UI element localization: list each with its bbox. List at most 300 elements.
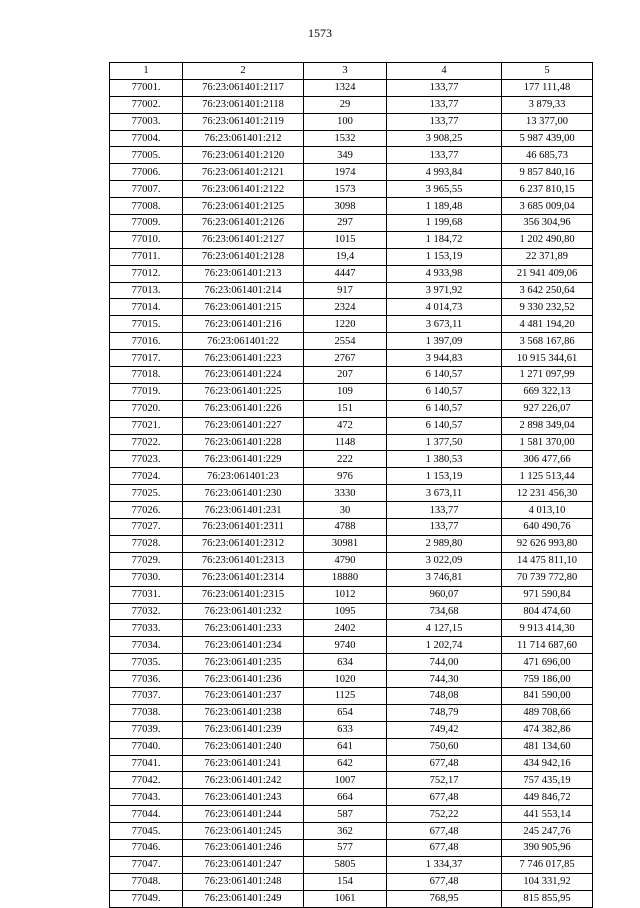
area-cell: 664: [304, 789, 387, 806]
column-header: 2: [183, 63, 304, 80]
area-cell: 19,4: [304, 248, 387, 265]
table-row: [110, 282, 593, 299]
rate-cell: 749,42: [387, 721, 502, 738]
value-cell: 6 237 810,15: [502, 181, 593, 198]
row-number-cell: 77041.: [110, 755, 183, 772]
row-number-cell: 77019.: [110, 383, 183, 400]
rate-cell: 677,48: [387, 789, 502, 806]
value-cell: 21 941 409,06: [502, 265, 593, 282]
table-row: [110, 400, 593, 417]
table-row: [110, 417, 593, 434]
row-number-cell: 77017.: [110, 350, 183, 367]
rate-cell: 734,68: [387, 603, 502, 620]
value-cell: 804 474,60: [502, 603, 593, 620]
cadastral-number-cell: 76:23:061401:2311: [183, 519, 304, 536]
table-row: [110, 130, 593, 147]
rate-cell: 1 189,48: [387, 198, 502, 215]
area-cell: 976: [304, 468, 387, 485]
value-cell: 9 330 232,52: [502, 299, 593, 316]
area-cell: 634: [304, 654, 387, 671]
value-cell: 640 490,76: [502, 519, 593, 536]
table-row: [110, 806, 593, 823]
table-row: [110, 113, 593, 130]
cadastral-number-cell: 76:23:061401:224: [183, 367, 304, 384]
row-number-cell: 77044.: [110, 806, 183, 823]
cadastral-number-cell: 76:23:061401:2120: [183, 147, 304, 164]
value-cell: 1 271 097,99: [502, 367, 593, 384]
row-number-cell: 77012.: [110, 265, 183, 282]
cadastral-number-cell: 76:23:061401:2313: [183, 552, 304, 569]
area-cell: 29: [304, 96, 387, 113]
rate-cell: 3 971,92: [387, 282, 502, 299]
table-row: [110, 434, 593, 451]
value-cell: 10 915 344,61: [502, 350, 593, 367]
rate-cell: 4 014,73: [387, 299, 502, 316]
row-number-cell: 77014.: [110, 299, 183, 316]
table-row: [110, 738, 593, 755]
area-cell: 1015: [304, 231, 387, 248]
cadastral-number-cell: 76:23:061401:245: [183, 823, 304, 840]
cadastral-number-cell: 76:23:061401:244: [183, 806, 304, 823]
table-row: [110, 485, 593, 502]
cadastral-number-cell: 76:23:061401:233: [183, 620, 304, 637]
row-number-cell: 77032.: [110, 603, 183, 620]
cadastral-number-cell: 76:23:061401:237: [183, 687, 304, 704]
rate-cell: 677,48: [387, 873, 502, 890]
cadastral-number-cell: 76:23:061401:232: [183, 603, 304, 620]
cadastral-number-cell: 76:23:061401:247: [183, 856, 304, 873]
value-cell: 434 942,16: [502, 755, 593, 772]
area-cell: 3098: [304, 198, 387, 215]
row-number-cell: 77027.: [110, 519, 183, 536]
table-row: [110, 569, 593, 586]
row-number-cell: 77031.: [110, 586, 183, 603]
area-cell: 1974: [304, 164, 387, 181]
table-row: [110, 671, 593, 688]
rate-cell: 3 908,25: [387, 130, 502, 147]
rate-cell: 133,77: [387, 113, 502, 130]
table-row: [110, 687, 593, 704]
rate-cell: 744,00: [387, 654, 502, 671]
value-cell: 471 696,00: [502, 654, 593, 671]
rate-cell: 1 153,19: [387, 468, 502, 485]
area-cell: 1324: [304, 79, 387, 96]
table-row: [110, 519, 593, 536]
cadastral-number-cell: 76:23:061401:2127: [183, 231, 304, 248]
cadastral-number-cell: 76:23:061401:248: [183, 873, 304, 890]
row-number-cell: 77008.: [110, 198, 183, 215]
area-cell: 349: [304, 147, 387, 164]
rate-cell: 3 673,11: [387, 485, 502, 502]
area-cell: 587: [304, 806, 387, 823]
row-number-cell: 77024.: [110, 468, 183, 485]
area-cell: 18880: [304, 569, 387, 586]
row-number-cell: 77006.: [110, 164, 183, 181]
table-row: [110, 333, 593, 350]
row-number-cell: 77015.: [110, 316, 183, 333]
cadastral-number-cell: 76:23:061401:2119: [183, 113, 304, 130]
row-number-cell: 77020.: [110, 400, 183, 417]
row-number-cell: 77037.: [110, 687, 183, 704]
table-row: [110, 772, 593, 789]
cadastral-number-cell: 76:23:061401:2125: [183, 198, 304, 215]
value-cell: 927 226,07: [502, 400, 593, 417]
table-row: [110, 147, 593, 164]
value-cell: 441 553,14: [502, 806, 593, 823]
cadastral-number-cell: 76:23:061401:214: [183, 282, 304, 299]
area-cell: 1095: [304, 603, 387, 620]
row-number-cell: 77028.: [110, 535, 183, 552]
area-cell: 1148: [304, 434, 387, 451]
area-cell: 472: [304, 417, 387, 434]
area-cell: 222: [304, 451, 387, 468]
cadastral-number-cell: 76:23:061401:226: [183, 400, 304, 417]
value-cell: 92 626 993,80: [502, 535, 593, 552]
column-header: 3: [304, 63, 387, 80]
rate-cell: 748,08: [387, 687, 502, 704]
table-row: [110, 890, 593, 907]
rate-cell: 133,77: [387, 147, 502, 164]
value-cell: 11 714 687,60: [502, 637, 593, 654]
value-cell: 9 857 840,16: [502, 164, 593, 181]
table-row: [110, 350, 593, 367]
rate-cell: 133,77: [387, 79, 502, 96]
value-cell: 14 475 811,10: [502, 552, 593, 569]
rate-cell: 1 397,09: [387, 333, 502, 350]
row-number-cell: 77035.: [110, 654, 183, 671]
value-cell: 13 377,00: [502, 113, 593, 130]
rate-cell: 677,48: [387, 839, 502, 856]
table-row: [110, 96, 593, 113]
cadastral-number-cell: 76:23:061401:234: [183, 637, 304, 654]
table-row: [110, 231, 593, 248]
value-cell: 3 568 167,86: [502, 333, 593, 350]
cadastral-number-cell: 76:23:061401:241: [183, 755, 304, 772]
area-cell: 207: [304, 367, 387, 384]
value-cell: 390 905,96: [502, 839, 593, 856]
cadastral-number-cell: 76:23:061401:212: [183, 130, 304, 147]
row-number-cell: 77007.: [110, 181, 183, 198]
rate-cell: 677,48: [387, 823, 502, 840]
area-cell: 4447: [304, 265, 387, 282]
row-number-cell: 77029.: [110, 552, 183, 569]
row-number-cell: 77001.: [110, 79, 183, 96]
rate-cell: 6 140,57: [387, 417, 502, 434]
rate-cell: 3 965,55: [387, 181, 502, 198]
rate-cell: 1 153,19: [387, 248, 502, 265]
cadastral-number-cell: 76:23:061401:227: [183, 417, 304, 434]
rate-cell: 744,30: [387, 671, 502, 688]
data-table: [109, 62, 593, 908]
rate-cell: 1 380,53: [387, 451, 502, 468]
value-cell: 9 913 414,30: [502, 620, 593, 637]
rate-cell: 1 377,50: [387, 434, 502, 451]
rate-cell: 3 746,81: [387, 569, 502, 586]
cadastral-number-cell: 76:23:061401:2314: [183, 569, 304, 586]
value-cell: 841 590,00: [502, 687, 593, 704]
cadastral-number-cell: 76:23:061401:231: [183, 502, 304, 519]
value-cell: 70 739 772,80: [502, 569, 593, 586]
value-cell: 46 685,73: [502, 147, 593, 164]
table-row: [110, 79, 593, 96]
value-cell: 1 202 490,80: [502, 231, 593, 248]
row-number-cell: 77003.: [110, 113, 183, 130]
area-cell: 30: [304, 502, 387, 519]
cadastral-number-cell: 76:23:061401:216: [183, 316, 304, 333]
value-cell: 489 708,66: [502, 704, 593, 721]
value-cell: 815 855,95: [502, 890, 593, 907]
value-cell: 12 231 456,30: [502, 485, 593, 502]
area-cell: 3330: [304, 485, 387, 502]
table-row: [110, 383, 593, 400]
rate-cell: 1 334,37: [387, 856, 502, 873]
area-cell: 362: [304, 823, 387, 840]
table-row: [110, 823, 593, 840]
row-number-cell: 77018.: [110, 367, 183, 384]
cadastral-number-cell: 76:23:061401:223: [183, 350, 304, 367]
area-cell: 654: [304, 704, 387, 721]
rate-cell: 4 993,84: [387, 164, 502, 181]
row-number-cell: 77040.: [110, 738, 183, 755]
area-cell: 1125: [304, 687, 387, 704]
cadastral-number-cell: 76:23:061401:235: [183, 654, 304, 671]
value-cell: 2 898 349,04: [502, 417, 593, 434]
rate-cell: 6 140,57: [387, 383, 502, 400]
value-cell: 474 382,86: [502, 721, 593, 738]
cadastral-number-cell: 76:23:061401:242: [183, 772, 304, 789]
table-row: [110, 620, 593, 637]
table-row: [110, 704, 593, 721]
area-cell: 2554: [304, 333, 387, 350]
value-cell: 971 590,84: [502, 586, 593, 603]
rate-cell: 1 202,74: [387, 637, 502, 654]
area-cell: 1573: [304, 181, 387, 198]
cadastral-number-cell: 76:23:061401:2117: [183, 79, 304, 96]
rate-cell: 133,77: [387, 502, 502, 519]
page-number: 1573: [308, 26, 332, 40]
column-header: 1: [110, 63, 183, 80]
cadastral-number-cell: 76:23:061401:215: [183, 299, 304, 316]
rate-cell: 748,79: [387, 704, 502, 721]
area-cell: 151: [304, 400, 387, 417]
value-cell: 3 685 009,04: [502, 198, 593, 215]
row-number-cell: 77026.: [110, 502, 183, 519]
table-row: [110, 586, 593, 603]
cadastral-number-cell: 76:23:061401:230: [183, 485, 304, 502]
value-cell: 757 435,19: [502, 772, 593, 789]
table-row: [110, 552, 593, 569]
area-cell: 4790: [304, 552, 387, 569]
rate-cell: 6 140,57: [387, 400, 502, 417]
area-cell: 2767: [304, 350, 387, 367]
area-cell: 30981: [304, 535, 387, 552]
cadastral-number-cell: 76:23:061401:236: [183, 671, 304, 688]
value-cell: 449 846,72: [502, 789, 593, 806]
area-cell: 577: [304, 839, 387, 856]
area-cell: 1020: [304, 671, 387, 688]
area-cell: 4788: [304, 519, 387, 536]
header-row: [110, 63, 593, 80]
table-row: [110, 367, 593, 384]
area-cell: 100: [304, 113, 387, 130]
value-cell: 306 477,66: [502, 451, 593, 468]
value-cell: 1 581 370,00: [502, 434, 593, 451]
rate-cell: 752,22: [387, 806, 502, 823]
value-cell: 245 247,76: [502, 823, 593, 840]
cadastral-number-cell: 76:23:061401:2312: [183, 535, 304, 552]
cadastral-number-cell: 76:23:061401:229: [183, 451, 304, 468]
row-number-cell: 77021.: [110, 417, 183, 434]
row-number-cell: 77036.: [110, 671, 183, 688]
row-number-cell: 77049.: [110, 890, 183, 907]
table-row: [110, 181, 593, 198]
rate-cell: 3 673,11: [387, 316, 502, 333]
area-cell: 1007: [304, 772, 387, 789]
table-row: [110, 839, 593, 856]
row-number-cell: 77048.: [110, 873, 183, 890]
area-cell: 917: [304, 282, 387, 299]
rate-cell: 1 199,68: [387, 215, 502, 232]
table-row: [110, 468, 593, 485]
cadastral-number-cell: 76:23:061401:240: [183, 738, 304, 755]
cadastral-number-cell: 76:23:061401:2118: [183, 96, 304, 113]
row-number-cell: 77009.: [110, 215, 183, 232]
cadastral-number-cell: 76:23:061401:2122: [183, 181, 304, 198]
row-number-cell: 77022.: [110, 434, 183, 451]
row-number-cell: 77016.: [110, 333, 183, 350]
area-cell: 2402: [304, 620, 387, 637]
cadastral-number-cell: 76:23:061401:249: [183, 890, 304, 907]
row-number-cell: 77039.: [110, 721, 183, 738]
area-cell: 633: [304, 721, 387, 738]
table-row: [110, 265, 593, 282]
row-number-cell: 77005.: [110, 147, 183, 164]
rate-cell: 2 989,80: [387, 535, 502, 552]
row-number-cell: 77011.: [110, 248, 183, 265]
table-row: [110, 637, 593, 654]
value-cell: 1 125 513,44: [502, 468, 593, 485]
value-cell: 4 481 194,20: [502, 316, 593, 333]
row-number-cell: 77023.: [110, 451, 183, 468]
area-cell: 1061: [304, 890, 387, 907]
row-number-cell: 77047.: [110, 856, 183, 873]
cadastral-number-cell: 76:23:061401:2126: [183, 215, 304, 232]
cadastral-number-cell: 76:23:061401:2128: [183, 248, 304, 265]
table-row: [110, 603, 593, 620]
rate-cell: 750,60: [387, 738, 502, 755]
value-cell: 22 371,89: [502, 248, 593, 265]
row-number-cell: 77004.: [110, 130, 183, 147]
value-cell: 4 013,10: [502, 502, 593, 519]
area-cell: 1012: [304, 586, 387, 603]
cadastral-number-cell: 76:23:061401:238: [183, 704, 304, 721]
row-number-cell: 77002.: [110, 96, 183, 113]
row-number-cell: 77033.: [110, 620, 183, 637]
table-row: [110, 654, 593, 671]
rate-cell: 1 184,72: [387, 231, 502, 248]
area-cell: 297: [304, 215, 387, 232]
rate-cell: 960,07: [387, 586, 502, 603]
cadastral-number-cell: 76:23:061401:213: [183, 265, 304, 282]
area-cell: 642: [304, 755, 387, 772]
cadastral-number-cell: 76:23:061401:246: [183, 839, 304, 856]
value-cell: 3 642 250,64: [502, 282, 593, 299]
table-row: [110, 316, 593, 333]
column-header: 4: [387, 63, 502, 80]
row-number-cell: 77010.: [110, 231, 183, 248]
table-row: [110, 873, 593, 890]
value-cell: 759 186,00: [502, 671, 593, 688]
area-cell: 109: [304, 383, 387, 400]
area-cell: 641: [304, 738, 387, 755]
area-cell: 9740: [304, 637, 387, 654]
column-header: 5: [502, 63, 593, 80]
table-row: [110, 164, 593, 181]
row-number-cell: 77043.: [110, 789, 183, 806]
cadastral-number-cell: 76:23:061401:239: [183, 721, 304, 738]
table-row: [110, 451, 593, 468]
value-cell: 3 879,33: [502, 96, 593, 113]
row-number-cell: 77042.: [110, 772, 183, 789]
row-number-cell: 77013.: [110, 282, 183, 299]
area-cell: 2324: [304, 299, 387, 316]
cadastral-number-cell: 76:23:061401:2121: [183, 164, 304, 181]
rate-cell: 752,17: [387, 772, 502, 789]
table-row: [110, 789, 593, 806]
cadastral-number-cell: 76:23:061401:23: [183, 468, 304, 485]
value-cell: 5 987 439,00: [502, 130, 593, 147]
value-cell: 7 746 017,85: [502, 856, 593, 873]
value-cell: 356 304,96: [502, 215, 593, 232]
table-row: [110, 856, 593, 873]
area-cell: 154: [304, 873, 387, 890]
area-cell: 1220: [304, 316, 387, 333]
row-number-cell: 77025.: [110, 485, 183, 502]
value-cell: 177 111,48: [502, 79, 593, 96]
rate-cell: 677,48: [387, 755, 502, 772]
cadastral-number-cell: 76:23:061401:22: [183, 333, 304, 350]
value-cell: 104 331,92: [502, 873, 593, 890]
row-number-cell: 77038.: [110, 704, 183, 721]
table-row: [110, 755, 593, 772]
row-number-cell: 77030.: [110, 569, 183, 586]
table-row: [110, 215, 593, 232]
rate-cell: 133,77: [387, 96, 502, 113]
cadastral-number-cell: 76:23:061401:225: [183, 383, 304, 400]
cadastral-number-cell: 76:23:061401:243: [183, 789, 304, 806]
area-cell: 1532: [304, 130, 387, 147]
table-row: [110, 721, 593, 738]
value-cell: 669 322,13: [502, 383, 593, 400]
row-number-cell: 77045.: [110, 823, 183, 840]
rate-cell: 133,77: [387, 519, 502, 536]
cadastral-number-cell: 76:23:061401:2315: [183, 586, 304, 603]
table-row: [110, 299, 593, 316]
rate-cell: 4 933,98: [387, 265, 502, 282]
cadastral-number-cell: 76:23:061401:228: [183, 434, 304, 451]
area-cell: 5805: [304, 856, 387, 873]
table-row: [110, 535, 593, 552]
rate-cell: 3 944,83: [387, 350, 502, 367]
rate-cell: 3 022,09: [387, 552, 502, 569]
table-row: [110, 502, 593, 519]
row-number-cell: 77046.: [110, 839, 183, 856]
rate-cell: 6 140,57: [387, 367, 502, 384]
value-cell: 481 134,60: [502, 738, 593, 755]
rate-cell: 768,95: [387, 890, 502, 907]
rate-cell: 4 127,15: [387, 620, 502, 637]
row-number-cell: 77034.: [110, 637, 183, 654]
